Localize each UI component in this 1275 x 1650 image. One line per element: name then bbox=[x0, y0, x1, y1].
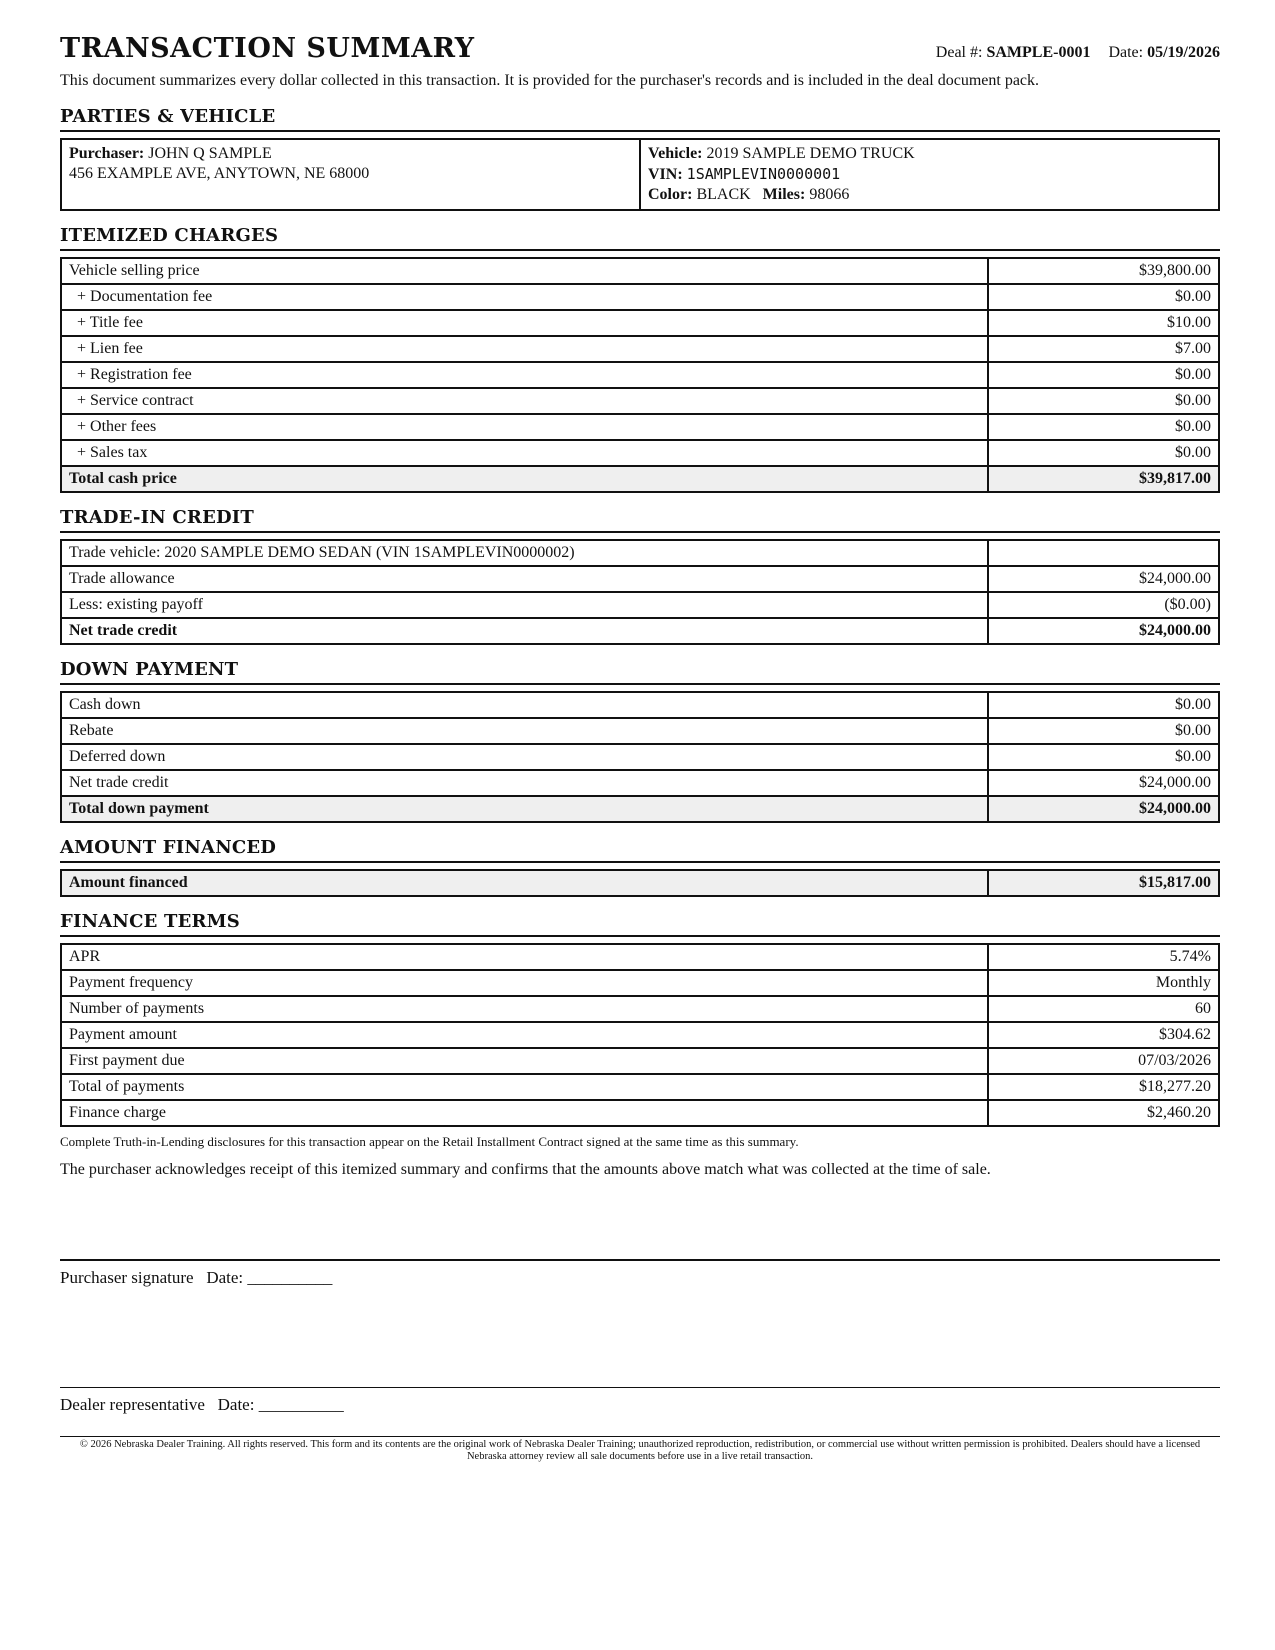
charge-row bbox=[61, 258, 1219, 284]
deal-number-label: Deal #: bbox=[935, 44, 983, 61]
charge-row bbox=[61, 440, 1219, 466]
charge-label: + Documentation fee bbox=[61, 284, 988, 310]
deal-date: 05/19/2026 bbox=[1147, 44, 1220, 61]
trade-row bbox=[61, 592, 1219, 618]
down-label: Net trade credit bbox=[61, 770, 988, 796]
document-title: TRANSACTION SUMMARY bbox=[60, 33, 475, 64]
section-title-itemized: ITEMIZED CHARGES bbox=[60, 225, 1220, 251]
deal-meta bbox=[936, 44, 1220, 62]
terms-row bbox=[61, 944, 1219, 970]
itemized-charges-table bbox=[60, 257, 1220, 493]
down-label: Deferred down bbox=[61, 744, 988, 770]
document-header bbox=[60, 30, 1220, 68]
down-row bbox=[61, 744, 1219, 770]
charge-label: + Lien fee bbox=[61, 336, 988, 362]
total-label: Net trade credit bbox=[61, 618, 988, 644]
terms-value: 07/03/2026 bbox=[988, 1048, 1219, 1074]
down-row bbox=[61, 770, 1219, 796]
total-amount: $39,817.00 bbox=[988, 466, 1219, 492]
section-title-parties: PARTIES & VEHICLE bbox=[60, 106, 1220, 132]
section-title-financed: AMOUNT FINANCED bbox=[60, 837, 1220, 863]
down-row bbox=[61, 718, 1219, 744]
trade-row bbox=[61, 540, 1219, 566]
total-label: Amount financed bbox=[61, 870, 988, 896]
terms-label: Payment amount bbox=[61, 1022, 988, 1048]
down-amount: $0.00 bbox=[988, 718, 1219, 744]
terms-value: $18,277.20 bbox=[988, 1074, 1219, 1100]
color-label: Color: bbox=[648, 186, 693, 203]
parties-vehicle-box bbox=[60, 138, 1220, 211]
charge-amount: $0.00 bbox=[988, 414, 1219, 440]
amount-financed-row bbox=[61, 870, 1219, 896]
charge-amount: $7.00 bbox=[988, 336, 1219, 362]
charge-amount: $10.00 bbox=[988, 310, 1219, 336]
net-trade-credit-row bbox=[61, 618, 1219, 644]
vin-label: VIN: bbox=[648, 166, 683, 183]
terms-value: 60 bbox=[988, 996, 1219, 1022]
vehicle-cell bbox=[640, 139, 1219, 210]
trade-label: Trade allowance bbox=[61, 566, 988, 592]
purchaser-signature-line[interactable] bbox=[60, 1259, 1220, 1289]
terms-row bbox=[61, 1100, 1219, 1126]
down-amount: $24,000.00 bbox=[988, 770, 1219, 796]
total-down-payment-row bbox=[61, 796, 1219, 822]
terms-row bbox=[61, 1022, 1219, 1048]
trade-amount: $24,000.00 bbox=[988, 566, 1219, 592]
deal-number: SAMPLE-0001 bbox=[986, 44, 1091, 61]
charge-amount: $0.00 bbox=[988, 284, 1219, 310]
charge-row bbox=[61, 284, 1219, 310]
charge-row bbox=[61, 414, 1219, 440]
down-label: Rebate bbox=[61, 718, 988, 744]
intro-text: This document summarizes every dollar collected in this transaction. It is provided for the purchaser's records and is included in the deal document pack. bbox=[60, 72, 1040, 89]
miles-label: Miles: bbox=[762, 186, 806, 203]
charge-amount: $39,800.00 bbox=[988, 258, 1219, 284]
charge-amount: $0.00 bbox=[988, 388, 1219, 414]
terms-label: Number of payments bbox=[61, 996, 988, 1022]
trade-amount: ($0.00) bbox=[988, 592, 1219, 618]
terms-value: $304.62 bbox=[988, 1022, 1219, 1048]
purchaser-signature-label: Purchaser signature bbox=[60, 1268, 194, 1287]
total-amount: $24,000.00 bbox=[988, 796, 1219, 822]
terms-value: 5.74% bbox=[988, 944, 1219, 970]
terms-row bbox=[61, 1048, 1219, 1074]
vehicle-label: Vehicle: bbox=[648, 145, 703, 162]
terms-value: Monthly bbox=[988, 970, 1219, 996]
terms-label: APR bbox=[61, 944, 988, 970]
charge-row bbox=[61, 310, 1219, 336]
tila-note: Complete Truth-in-Lending disclosures for this transaction appear on the Retail Installment Contract signed at the same time as this summary. bbox=[60, 1134, 799, 1149]
amount-financed-table bbox=[60, 869, 1220, 897]
terms-label: Payment frequency bbox=[61, 970, 988, 996]
charge-amount: $0.00 bbox=[988, 440, 1219, 466]
total-label: Total cash price bbox=[61, 466, 988, 492]
terms-row bbox=[61, 970, 1219, 996]
down-payment-table bbox=[60, 691, 1220, 823]
total-amount: $24,000.00 bbox=[988, 618, 1219, 644]
dealer-signature-line[interactable] bbox=[60, 1387, 1220, 1416]
total-amount: $15,817.00 bbox=[988, 870, 1219, 896]
charge-row bbox=[61, 336, 1219, 362]
charge-amount: $0.00 bbox=[988, 362, 1219, 388]
terms-label: First payment due bbox=[61, 1048, 988, 1074]
terms-value: $2,460.20 bbox=[988, 1100, 1219, 1126]
vehicle-color: BLACK bbox=[696, 186, 751, 203]
total-cash-price-row bbox=[61, 466, 1219, 492]
charge-label: + Other fees bbox=[61, 414, 988, 440]
transaction-summary-page bbox=[60, 30, 1220, 1463]
down-amount: $0.00 bbox=[988, 692, 1219, 718]
terms-row bbox=[61, 996, 1219, 1022]
purchaser-address: 456 EXAMPLE AVE, ANYTOWN, NE 68000 bbox=[69, 165, 370, 182]
down-row bbox=[61, 692, 1219, 718]
finance-terms-table bbox=[60, 943, 1220, 1127]
terms-label: Total of payments bbox=[61, 1074, 988, 1100]
section-title-trade: TRADE-IN CREDIT bbox=[60, 507, 1220, 533]
terms-row bbox=[61, 1074, 1219, 1100]
purchaser-signature-date: Date: __________ bbox=[206, 1268, 333, 1287]
trade-row bbox=[61, 566, 1219, 592]
purchaser-cell bbox=[61, 139, 640, 210]
down-amount: $0.00 bbox=[988, 744, 1219, 770]
copyright-footer: © 2026 Nebraska Dealer Training. All rights reserved. This form and its contents are the original work of Nebraska Dealer Training; unauthorized reproduction, redistribution, or commercial use without written permission is prohibited. Dealers should have a licensed Nebraska attorney review all sale documents before use in a live retail transaction. bbox=[60, 1436, 1220, 1463]
trade-label: Trade vehicle: 2020 SAMPLE DEMO SEDAN (VIN 1SAMPLEVIN0000002) bbox=[61, 540, 988, 566]
vehicle-vin: 1SAMPLEVIN0000001 bbox=[686, 165, 841, 183]
charge-label: + Service contract bbox=[61, 388, 988, 414]
charge-row bbox=[61, 388, 1219, 414]
total-label: Total down payment bbox=[61, 796, 988, 822]
terms-label: Finance charge bbox=[61, 1100, 988, 1126]
vehicle-miles: 98066 bbox=[809, 186, 850, 203]
date-label: Date: bbox=[1108, 44, 1144, 61]
purchaser-name: JOHN Q SAMPLE bbox=[148, 145, 272, 162]
dealer-signature-label: Dealer representative bbox=[60, 1395, 205, 1414]
section-title-down: DOWN PAYMENT bbox=[60, 659, 1220, 685]
trade-amount bbox=[988, 540, 1219, 566]
dealer-signature-date: Date: __________ bbox=[217, 1395, 344, 1414]
down-label: Cash down bbox=[61, 692, 988, 718]
section-title-terms: FINANCE TERMS bbox=[60, 911, 1220, 937]
vehicle-description: 2019 SAMPLE DEMO TRUCK bbox=[706, 145, 915, 162]
charge-label: + Registration fee bbox=[61, 362, 988, 388]
acknowledgement-text: The purchaser acknowledges receipt of this itemized summary and confirms that the amounts above match what was collected at the time of sale. bbox=[60, 1161, 991, 1178]
charge-label: Vehicle selling price bbox=[61, 258, 988, 284]
purchaser-label: Purchaser: bbox=[69, 145, 145, 162]
charge-row bbox=[61, 362, 1219, 388]
trade-label: Less: existing payoff bbox=[61, 592, 988, 618]
charge-label: + Title fee bbox=[61, 310, 988, 336]
charge-label: + Sales tax bbox=[61, 440, 988, 466]
trade-in-table bbox=[60, 539, 1220, 645]
